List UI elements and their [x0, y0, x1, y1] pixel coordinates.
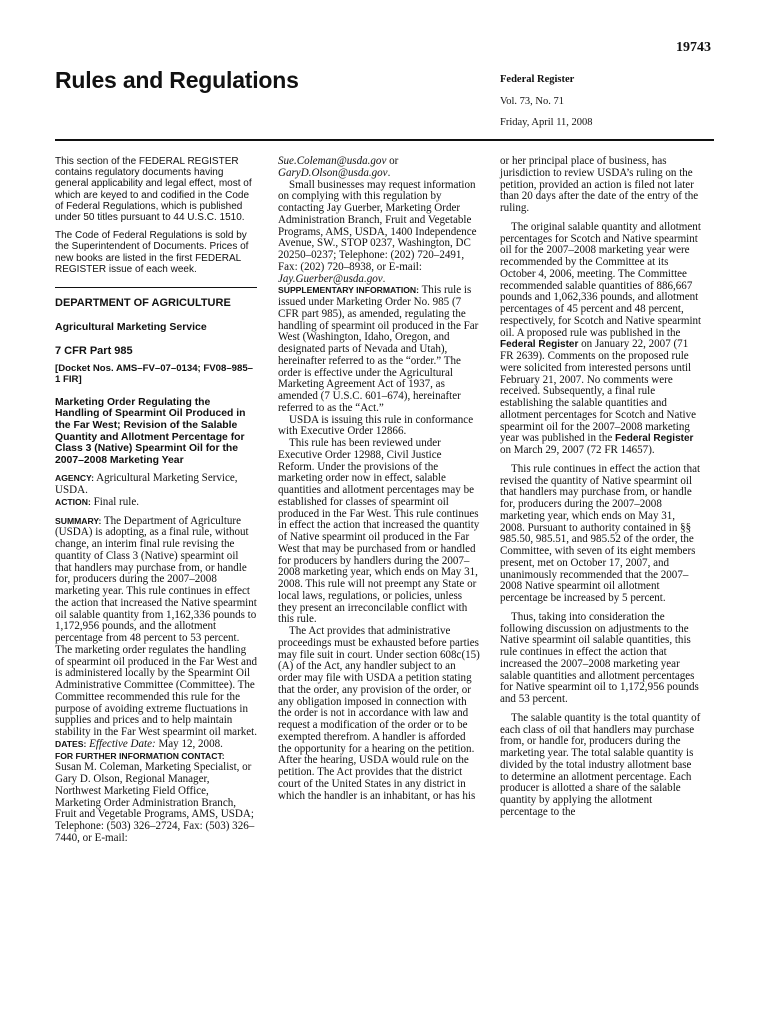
notice-paragraph-1: This section of the FEDERAL REGISTER contains regulatory documents having general applicability and legal effect, most of which are keyed to and codified in the Code of Federal Regulations, which is published under 50 titles pursuant to 44 U.S.C. 1510. [55, 156, 252, 224]
register-name: Federal Register [500, 74, 575, 85]
salable-text-c: on March 29, 2007 (72 FR 14657). [500, 444, 655, 456]
docket-number: [Docket Nos. AMS–FV–07–0134; FV08–985–1 FIR] [55, 363, 254, 386]
volume-number: Vol. 73, No. 71 [500, 96, 564, 107]
email-olson[interactable]: GaryD.Olson@usda.gov [278, 166, 388, 179]
cfr-part: 7 CFR Part 985 [55, 344, 133, 357]
supplementary-paragraph [278, 285, 480, 414]
contact-text: Susan M. Coleman, Marketing Specialist, or Gary D. Olson, Regional Manager, Northwest Marketing Field Office, Marketing Order Administration Branch, Fruit and Vegetable Programs, AMS, USDA; Telephone: (503) 326–2724, Fax: (503) 326–7440, or E-mail: [55, 761, 255, 844]
summary-text: The Department of Agriculture (USDA) is adopting, as a final rule, without change, an interim final rule revising the quantity of Class 3 (Native) spearmint oil that handlers may purchase from, or handle for, producers during the 2007–2008 marketing year. This rule continues in effect the action that increased the Native spearmint oil salable quantity from 1,162,336 pounds to 1,172,956 pounds, and the allotment percentage from 48 percent to 53 percent. The marketing order regulates the handling of spearmint oil produced in the Far West and is administered locally by the Spearmint Oil Administrative Committee (Committee). The Committee recommended this rule for the purpose of avoiding extreme fluctuations in supplies and prices and to help maintain stability in the Far West spearmint oil market. [55, 514, 258, 739]
email-period: . [387, 166, 391, 179]
contact-label: FOR FURTHER INFORMATION CONTACT: [55, 750, 225, 761]
original-salable-paragraph [500, 222, 702, 457]
dates-label: DATES: [55, 738, 87, 749]
dates-line [55, 739, 257, 751]
header-rule [55, 139, 714, 141]
department-heading: DEPARTMENT OF AGRICULTURE [55, 297, 231, 310]
email-coleman[interactable]: Sue.Coleman@usda.gov [278, 155, 387, 167]
agency-heading: Agricultural Marketing Service [55, 320, 207, 333]
supplementary-label: SUPPLEMENTARY INFORMATION: [278, 285, 419, 296]
adjustments-paragraph: Thus, taking into consideration the following discussion on adjustments to the Native spearmint oil salable quantities, this rule continues in effect the action that increased the 2007–2008 marketing year salable quantities and allotment percentages for Native spearmint oil to 1,172,956 pounds and 53 percent. [500, 610, 699, 705]
column-3 [500, 156, 702, 819]
section-divider [55, 287, 257, 288]
summary-label: SUMMARY: [55, 515, 102, 526]
small-business-paragraph [278, 180, 480, 286]
contact-paragraph [55, 751, 257, 845]
issue-date: Friday, April 11, 2008 [500, 117, 593, 128]
salable-definition-paragraph: The salable quantity is the total quantity of each class of oil that handlers may purchase from, or handle for, producers during the marketing year. The total salable quantity is divided by the total industry allotment base to determine an allotment percentage. Each producer is allotted a share of the salable quantity by applying the allotment percentage to the [500, 711, 701, 818]
continues-effect-paragraph: This rule continues in effect the action that revised the quantity of Native spearmint oil that handlers may purchase from, or handle for, producers during the 2007–2008 marketing year, which ends on May 31, 2008. Pursuant to authority contained in §§ 985.50, 985.51, and 985.52 of the order, the Committee, with seven of its eight members present, met on October 17, 2007, and unanimously recommended that the 2007–2008 Native spearmint oil allotment percentage be increased by 5 percent. [500, 462, 701, 604]
federal-register-ref-2: Federal Register [615, 433, 694, 445]
salable-text-a: The original salable quantity and allotment percentages for Scotch and Native spearmint oil for the 2007–2008 marketing year were recommended by the Committee at its October 4, 2006, meeting. The Committee recommended salable quantities of 886,667 pounds and 1,062,336 pounds, and allotment percentages of 45 percent and 48 percent, respectively, for Scotch and Native spearmint oil. A proposed rule was published in the [500, 220, 702, 339]
action-line [55, 497, 257, 509]
eo12866-paragraph: USDA is issuing this rule in conformance with Executive Order 12866. [278, 413, 474, 438]
email-guerber-period: . [382, 272, 386, 285]
action-label: ACTION: [55, 496, 91, 507]
section-title: Rules and Regulations [55, 67, 299, 93]
agency-label: AGENCY: [55, 473, 94, 484]
small-business-text: Small businesses may request information on complying with this regulation by contacting Jay Guerber, Marketing Order Administration Branch, Fruit and Vegetable Programs, AMS, USDA, 1400 Independence Avenue, SW., STOP 0237, Washington, DC 20250–0237; Telephone: (202) 720–2491, Fax: (202) 720–8938, or E-mail: [278, 178, 477, 273]
agency-line [55, 473, 257, 497]
dates-text: May 12, 2008. [158, 737, 223, 750]
document-subject: Marketing Order Regulating the Handling of Spearmint Oil Produced in the Far West; Revision of the Salable Quantity and Allotment Percentage for Class 3 (Native) Spearmint Oil for the 2007–2008 Marketing Year [55, 396, 246, 466]
notice-paragraph-2: The Code of Federal Regulations is sold by the Superintendent of Documents. Prices of new books are listed in the first FEDERAL REGISTER issue of each week. [55, 230, 249, 275]
effective-date-label: Effective Date: [89, 737, 156, 750]
supplementary-text: This rule is issued under Marketing Order No. 985 (7 CFR part 985), as amended, regulating the handling of spearmint oil produced in the Far West (Washington, Idaho, Oregon, and designated parts of Nevada and Utah), hereinafter referred to as the “order.” The order is effective under the Agricultural Marketing Agreement Act of 1937, as amended (7 U.S.C. 601–674), hereinafter referred to as the “Act.” [278, 284, 479, 414]
continued-paragraph: or her principal place of business, has jurisdiction to review USDA’s ruling on the petition, provided an action is filed not later than 20 days after the date of the entry of the ruling. [500, 155, 699, 214]
federal-register-ref-1: Federal Register [500, 339, 579, 351]
contact-emails [278, 156, 480, 180]
summary-paragraph [55, 516, 257, 739]
email-guerber[interactable]: Jay.Guerber@usda.gov [278, 272, 383, 285]
email-or: or [389, 155, 399, 167]
agency-text: Agricultural Marketing Service, USDA. [55, 472, 238, 497]
action-text: Final rule. [93, 495, 139, 508]
eo12988-paragraph: This rule has been reviewed under Executive Order 12988, Civil Justice Reform. Under the provisions of the marketing order now in effect, salable quantities and allotment percentages may be established for classes of spearmint oil produced in the Far West. This rule continues in effect the action that increased the quantity of Native spearmint oil produced in the Far West that may be purchased from or handled for producers by handlers during the 2007–2008 marketing year, which ends on May 31, 2008. This rule will not preempt any State or local laws, regulations, or policies, unless they present an irreconcilable conflict with this rule. [278, 437, 480, 626]
act-paragraph: The Act provides that administrative proceedings must be exhausted before parties may file suit in court. Under section 608c(15)(A) of the Act, any handler subject to an order may file with USDA a petition stating that the order, any provision of the order, or any obligation imposed in connection with the order is not in accordance with law and request a modification of the order or to be exempted therefrom. A handler is afforded the opportunity for a hearing on the petition. After the hearing, USDA would rule on the petition. The Act provides that the district court of the United States in any district in which the handler is an inhabitant, or has his [278, 625, 480, 802]
column-1 [55, 156, 257, 845]
salable-text-b: on January 22, 2007 (71 FR 2639). Comments on the proposed rule were solicited from interested persons until February 21, 2007. No comments were received. Subsequently, a final rule establishing the salable quantities and allotment percentages for Scotch and Native spearmint oil for the 2007–2008 marketing year was published in the [500, 338, 697, 445]
page-number: 19743 [676, 40, 711, 55]
column-2 [278, 156, 480, 802]
